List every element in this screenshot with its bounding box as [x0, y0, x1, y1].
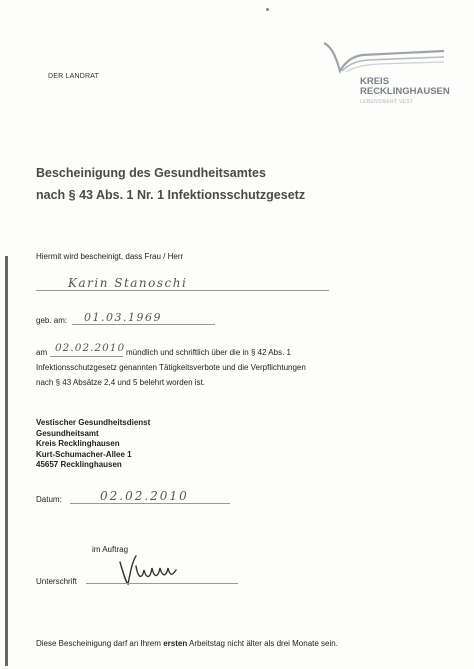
document-title — [36, 165, 305, 204]
paragraph-line-1: mündlich und schriftlich über die in § 42 Abs. 1 — [126, 348, 291, 357]
title-line-1: Bescheinigung des Gesundheitsamtes — [36, 166, 266, 180]
paragraph-line-2: Infektionsschutzgesetz genannten Tätigkeitsverbote und die Verpflichtungen — [36, 363, 306, 372]
address-line-5: 45657 Recklinghausen — [36, 460, 122, 469]
paragraph-line-3: nach § 43 Absätze 2,4 und 5 belehrt worden ist. — [36, 378, 206, 387]
signature-label: Unterschrift — [36, 577, 77, 586]
logo-line-kreis: KREIS — [360, 76, 390, 87]
left-margin-bar — [5, 256, 8, 666]
logo-tagline: LEBENSWERT VEST — [360, 99, 414, 105]
geb-handwritten: 01.03.1969 — [84, 311, 162, 324]
address-block — [36, 418, 150, 471]
title-line-2: nach § 43 Abs. 1 Nr. 1 Infektionsschutzgesetz — [36, 188, 306, 202]
im-auftrag-label: im Auftrag — [92, 545, 129, 554]
kreis-logo — [322, 41, 450, 111]
name-handwritten: Karin Stanoschi — [68, 276, 188, 290]
logo-line-recklinghausen: RECKLINGHAUSEN — [360, 86, 450, 97]
date-label: Datum: — [36, 495, 62, 504]
intro-text: Hiermit wird bescheinigt, dass Frau / Herr — [36, 252, 184, 261]
date-handwritten: 02.02.2010 — [100, 489, 189, 503]
geb-underline — [72, 324, 215, 325]
address-line-4: Kurt-Schumacher-Allee 1 — [36, 449, 132, 459]
authority-label: DER LANDRAT — [48, 73, 100, 80]
am-label: am — [36, 348, 48, 357]
address-line-1: Vestischer Gesundheitsdienst — [36, 418, 151, 427]
am-handwritten: 02.02.2010 — [55, 342, 126, 354]
address-line-2: Gesundheitsamt — [36, 428, 99, 438]
geb-label: geb. am: — [36, 316, 68, 325]
date-underline — [70, 503, 230, 504]
footer-text-before: Diese Bescheinigung darf an Ihrem — [36, 639, 164, 648]
footer-note — [36, 639, 338, 648]
name-underline — [36, 290, 329, 291]
logo-mark-icon — [322, 41, 447, 75]
address-line-3: Kreis Recklinghausen — [36, 439, 120, 448]
scan-mark — [266, 8, 269, 11]
signature-underline — [86, 583, 238, 584]
am-underline — [50, 356, 123, 357]
footer-text-after: Arbeitstag nicht älter als drei Monate sein. — [187, 639, 338, 648]
footer-emphasis: ersten — [163, 639, 188, 648]
